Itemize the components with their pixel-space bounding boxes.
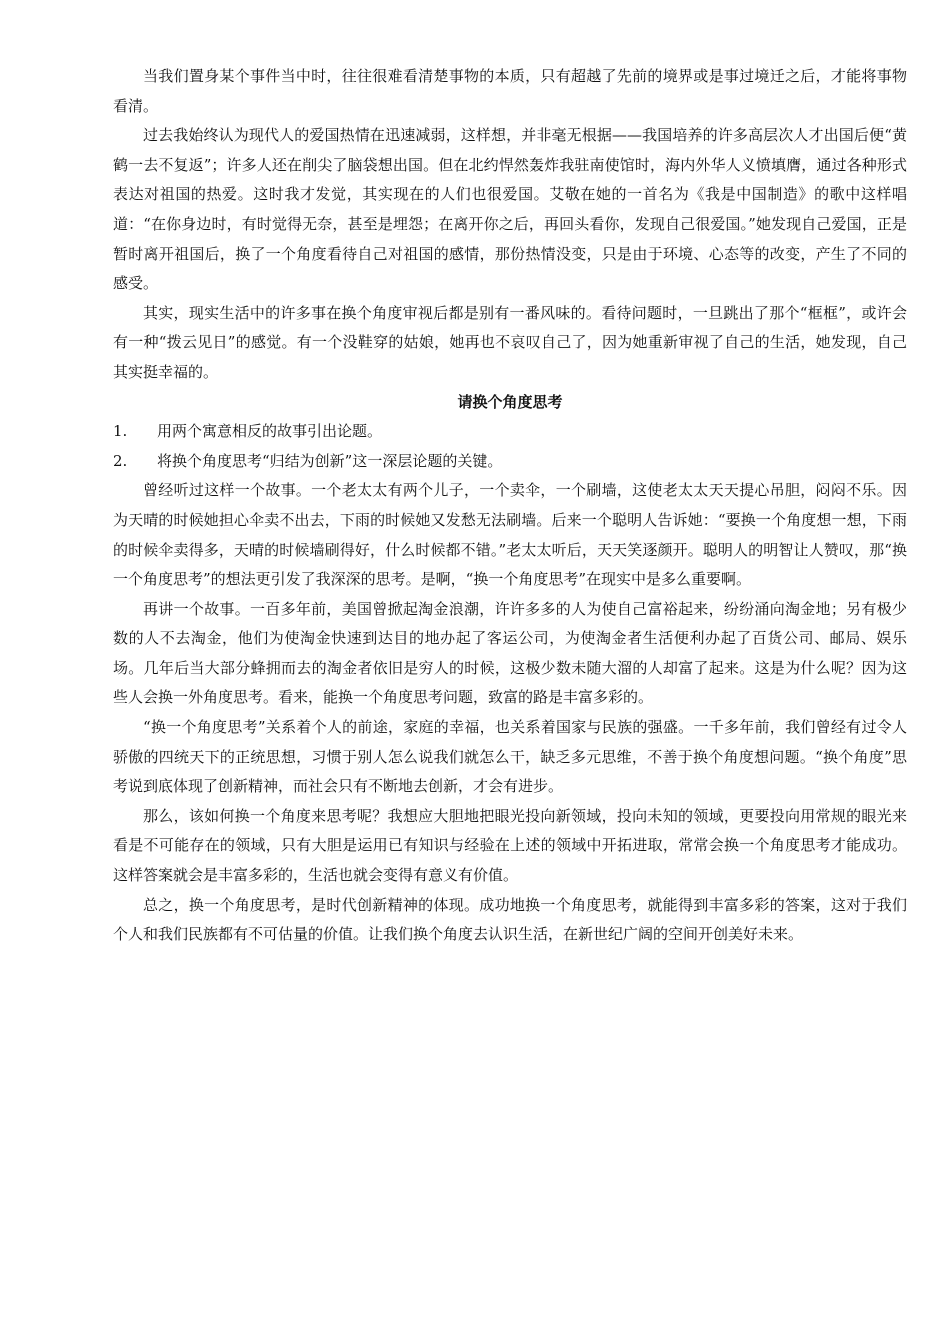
- essay-paragraph-5: 总之，换一个角度思考，是时代创新精神的体现。成功地换一个角度思考，就能得到丰富多彩的答案，这对于我们个人和我们民族都有不可估量的价值。让我们换个角度去认识生活，在新世纪广阔的空间开创美好未来。: [113, 895, 907, 944]
- essay-paragraph-4: 那么，该如何换一个角度来思考呢？我想应大胆地把眼光投向新领域，投向未知的领域，更要投向用常规的眼光来看是不可能存在的领域，只有大胆是运用已有知识与经验在上述的领域中开拓进取，常常会换一个角度思考才能成功。这样答案就会是丰富多彩的，生活也就会变得有意义有价值。: [113, 806, 907, 885]
- note-text: 用两个寓意相反的故事引出论题。: [157, 422, 383, 441]
- intro-paragraph-2: 过去我始终认为现代人的爱国热情在迅速减弱，这样想，并非毫无根据——我国培养的许多高层次人才出国后便“黄鹤一去不复返”；许多人还在削尖了脑袋想出国。但在北约悍然轰炸我驻南使馆时，海内外华人义愤填膺，通过各种形式表达对祖国的热爱。这时我才发觉，其实现在的人们也很爱国。艾敬在她的一首名为《我是中国制造》的歌中这样唱道：“在你身边时，有时觉得无奈，甚至是埋怨；在离开你之后，再回头看你，发现自己很爱国。”她发现自己爱国，正是暂时离开祖国后，换了一个角度看待自己对祖国的感情，那份热情没变，只是由于环境、心态等的改变，产生了不同的感受。: [113, 126, 907, 293]
- document-page: [113, 62, 907, 950]
- essay-paragraph-1: 曾经听过这样一个故事。一个老太太有两个儿子，一个卖伞，一个刷墙，这使老太太天天提心吊胆，闷闷不乐。因为天晴的时候她担心伞卖不出去，下雨的时候她又发愁无法刷墙。后来一个聪明人告诉她：“要换一个角度想一想，下雨的时候伞卖得多，天晴的时候墙刷得好，什么时候都不错。”老太太听后，天天笑逐颜开。聪明人的明智让人赞叹，那“换一个角度思考”的想法更引发了我深深的思考。是啊，“换一个角度思考”在现实中是多么重要啊。: [113, 481, 907, 589]
- essay-title: 请换个角度思考: [457, 392, 563, 411]
- note-item-2: [113, 447, 907, 477]
- intro-paragraph-3: 其实，现实生活中的许多事在换个角度审视后都是别有一番风味的。看待问题时，一旦跳出了那个“框框”，或许会有一种“拨云见日”的感觉。有一个没鞋穿的姑娘，她再也不哀叹自己了，因为她重新审视了自己的生活，她发现，自己其实挺幸福的。: [113, 303, 907, 381]
- note-number: 2.: [113, 451, 128, 470]
- note-number: 1.: [113, 422, 128, 441]
- note-text: 将换个角度思考“归结为创新”这一深层论题的关键。: [157, 451, 503, 470]
- note-item-1: [113, 417, 907, 447]
- essay-paragraph-2: 再讲一个故事。一百多年前，美国曾掀起淘金浪潮，许许多多的人为使自己富裕起来，纷纷涌向淘金地；另有极少数的人不去淘金，他们为使淘金快速到达目的地办起了客运公司，为使淘金者生活便利办起了百货公司、邮局、娱乐场。几年后当大部分蜂拥而去的淘金者依旧是穷人的时候，这极少数未随大溜的人却富了起来。这是为什么呢？因为这些人会换一外角度思考。看来，能换一个角度思考问题，致富的路是丰富多彩的。: [113, 599, 907, 707]
- intro-paragraph-1: 当我们置身某个事件当中时，往往很难看清楚事物的本质，只有超越了先前的境界或是事过境迁之后，才能将事物看清。: [113, 67, 907, 115]
- essay-paragraph-3: “换一个角度思考”关系着个人的前途，家庭的幸福，也关系着国家与民族的强盛。一千多年前，我们曾经有过令人骄傲的四统天下的正统思想，习惯于别人怎么说我们就怎么干，缺乏多元思维，不善于换个角度想问题。“换个角度”思考说到底体现了创新精神，而社会只有不断地去创新，才会有进步。: [113, 718, 907, 796]
